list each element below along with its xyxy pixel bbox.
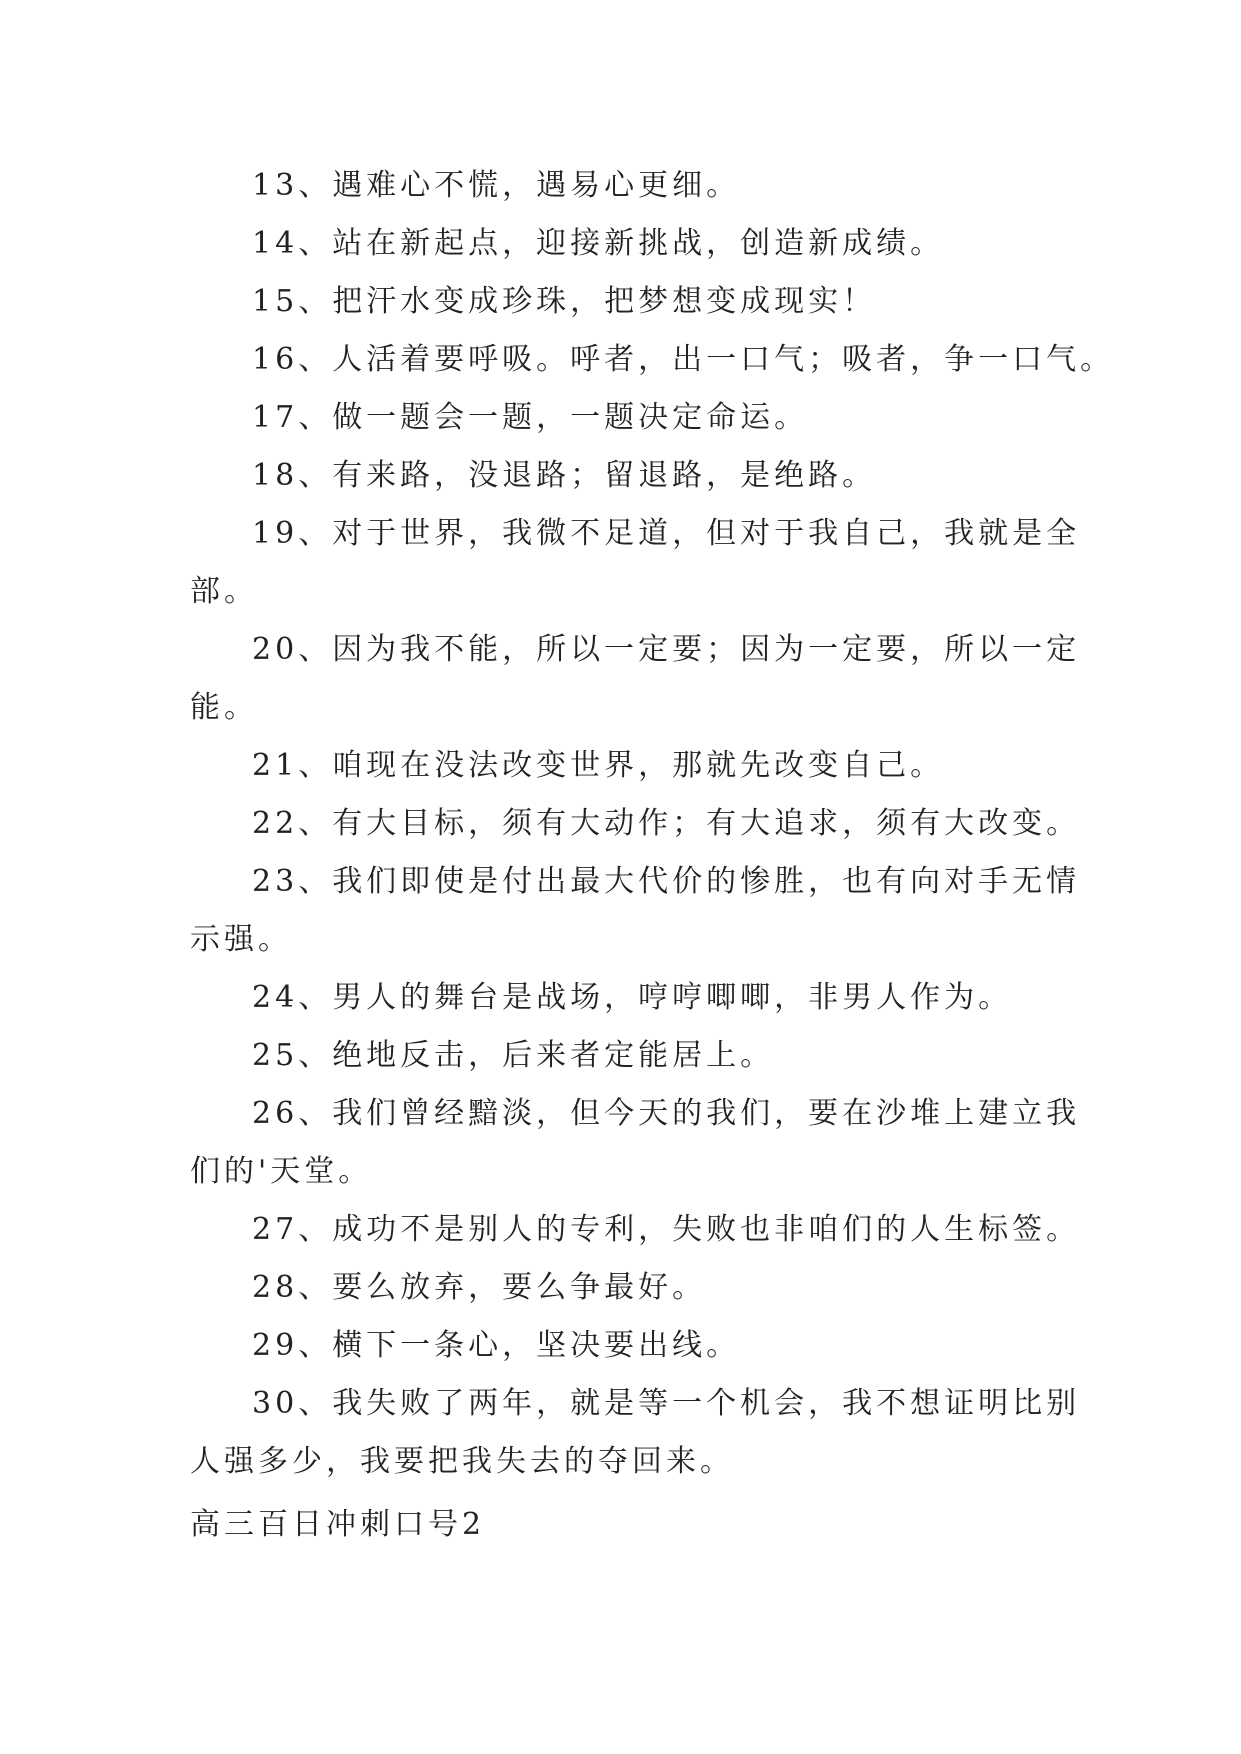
slogan-text: 横下一条心，坚决要出线。	[332, 1328, 741, 1363]
slogan-number: 21	[252, 748, 299, 783]
slogan-separator: 、	[298, 284, 333, 319]
slogan-text: 我们曾经黯淡，但今天的我们，要在沙堆上建立我	[332, 1096, 1081, 1131]
slogan-text: 站在新起点，迎接新挑战，创造新成绩。	[332, 226, 945, 261]
slogan-20-continuation	[190, 679, 258, 737]
slogan-text: 成功不是别人的专利，失败也非咱们的人生标签。	[332, 1212, 1081, 1247]
slogan-23-continuation	[190, 911, 292, 969]
slogan-28	[252, 1259, 706, 1317]
slogan-13	[252, 157, 740, 215]
slogan-separator: 、	[298, 1328, 333, 1363]
slogan-separator: 、	[298, 1096, 333, 1131]
slogan-number: 29	[252, 1328, 299, 1363]
slogan-text: 人活着要呼吸。呼者，出一口气；吸者，争一口气。	[332, 342, 1115, 377]
slogan-number: 16	[252, 342, 299, 377]
slogan-number: 23	[252, 864, 299, 899]
slogan-text: 男人的舞台是战场，哼哼唧唧，非男人作为。	[332, 980, 1013, 1015]
slogan-number: 13	[252, 168, 299, 203]
slogan-number: 26	[252, 1096, 299, 1131]
slogan-separator: 、	[298, 400, 333, 435]
slogan-continuation: 们的'天堂。	[190, 1154, 373, 1189]
slogan-number: 20	[252, 632, 299, 667]
slogan-number: 18	[252, 458, 299, 493]
slogan-number: 25	[252, 1038, 299, 1073]
slogan-number: 22	[252, 806, 299, 841]
slogan-number: 28	[252, 1270, 299, 1305]
slogan-separator: 、	[298, 342, 333, 377]
slogan-15	[252, 273, 876, 331]
section-heading: 高三百日冲刺口号2	[190, 1507, 486, 1542]
slogan-text: 要么放弃，要么争最好。	[332, 1270, 707, 1305]
slogan-separator: 、	[298, 1038, 333, 1073]
slogan-separator: 、	[298, 1386, 333, 1421]
slogan-continuation: 示强。	[190, 922, 292, 957]
slogan-separator: 、	[298, 632, 333, 667]
slogan-30	[252, 1375, 1080, 1433]
slogan-text: 有来路，没退路；留退路，是绝路。	[332, 458, 877, 493]
slogan-16	[252, 331, 1114, 389]
slogan-separator: 、	[298, 980, 333, 1015]
slogan-29	[252, 1317, 740, 1375]
slogan-number: 19	[252, 516, 299, 551]
slogan-22	[252, 795, 1080, 853]
slogan-19	[252, 505, 1080, 563]
slogan-continuation: 能。	[190, 690, 258, 725]
slogan-19-continuation	[190, 563, 258, 621]
slogan-separator: 、	[298, 458, 333, 493]
slogan-26-continuation	[190, 1143, 372, 1201]
slogan-18	[252, 447, 876, 505]
slogan-text: 绝地反击，后来者定能居上。	[332, 1038, 775, 1073]
slogan-separator: 、	[298, 1212, 333, 1247]
slogan-number: 17	[252, 400, 299, 435]
slogan-20	[252, 621, 1080, 679]
slogan-23	[252, 853, 1080, 911]
slogan-separator: 、	[298, 1270, 333, 1305]
slogan-text: 我失败了两年，就是等一个机会，我不想证明比别	[332, 1386, 1081, 1421]
slogan-number: 30	[252, 1386, 299, 1421]
slogan-text: 咱现在没法改变世界，那就先改变自己。	[332, 748, 945, 783]
slogan-separator: 、	[298, 226, 333, 261]
slogan-21	[252, 737, 944, 795]
slogan-27	[252, 1201, 1080, 1259]
slogan-24	[252, 969, 1012, 1027]
slogan-number: 15	[252, 284, 299, 319]
slogan-separator: 、	[298, 748, 333, 783]
slogan-text: 有大目标，须有大动作；有大追求，须有大改变。	[332, 806, 1081, 841]
slogan-17	[252, 389, 808, 447]
slogan-separator: 、	[298, 168, 333, 203]
slogan-number: 24	[252, 980, 299, 1015]
slogan-continuation: 人强多少，我要把我失去的夺回来。	[190, 1444, 734, 1479]
slogan-25	[252, 1027, 774, 1085]
slogan-text: 因为我不能，所以一定要；因为一定要，所以一定	[332, 632, 1081, 667]
slogan-30-continuation	[190, 1433, 734, 1491]
slogan-text: 我们即使是付出最大代价的惨胜，也有向对手无情	[332, 864, 1081, 899]
slogan-text: 遇难心不慌，遇易心更细。	[332, 168, 741, 203]
slogan-text: 做一题会一题，一题决定命运。	[332, 400, 809, 435]
slogan-text: 把汗水变成珍珠，把梦想变成现实！	[332, 284, 877, 319]
slogan-number: 27	[252, 1212, 299, 1247]
slogan-26	[252, 1085, 1080, 1143]
slogan-14	[252, 215, 944, 273]
slogan-continuation: 部。	[190, 574, 258, 609]
slogan-separator: 、	[298, 516, 333, 551]
slogan-number: 14	[252, 226, 299, 261]
slogan-separator: 、	[298, 864, 333, 899]
slogan-separator: 、	[298, 806, 333, 841]
slogan-text: 对于世界，我微不足道，但对于我自己，我就是全	[332, 516, 1081, 551]
